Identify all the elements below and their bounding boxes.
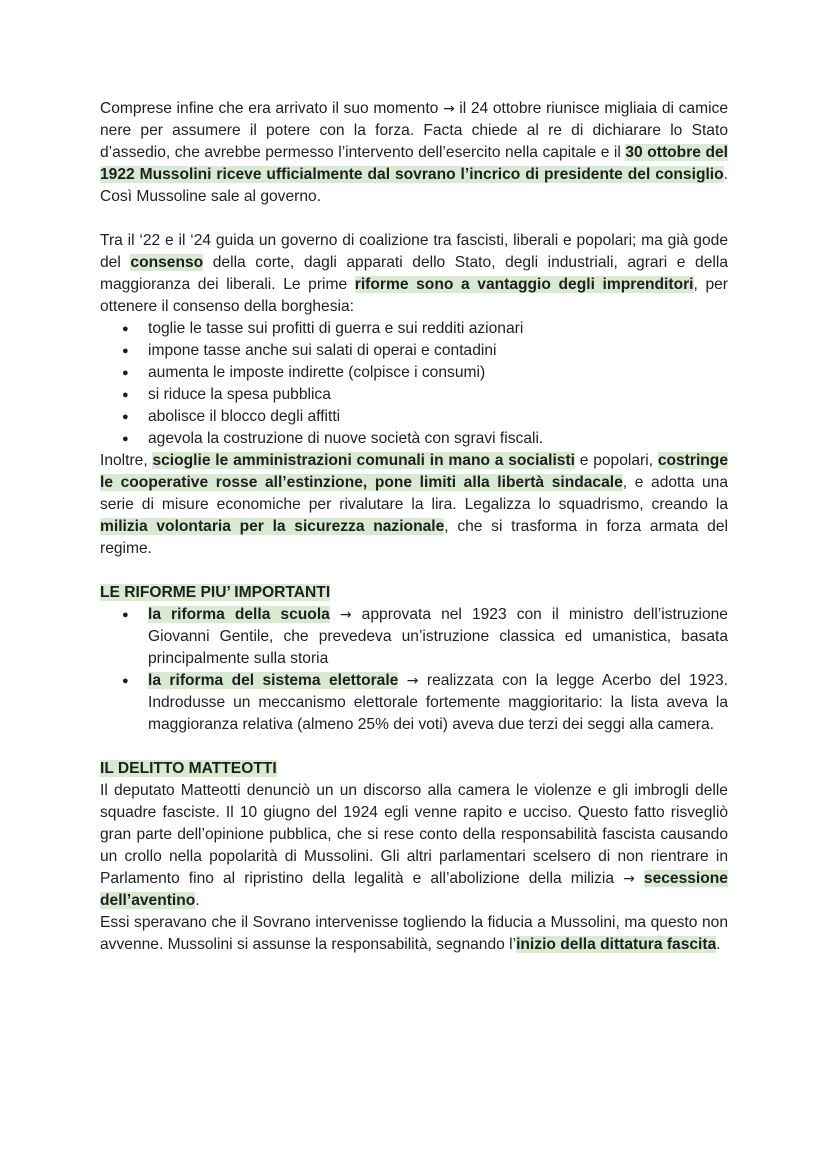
economic-measures-list	[100, 318, 728, 450]
section-heading-riforme: LE RIFORME PIU’ IMPORTANTI	[100, 584, 331, 601]
paragraph-march-on-rome: Comprese infine che era arrivato il suo momento → il 24 ottobre riunisce migliaia di camice nere per assumere il potere con la forza. Facta chiede al re di dichiarare lo Stato d’assedio, che avrebbe permesso l’intervento dell’esercito nella capitale e il 30 ottobre del 1922 Mussolini riceve ufficialmente dal sovrano l’incrico di presidente del consiglio. Così Mussoline sale al governo.	[100, 100, 728, 205]
highlight-costringe: costringe le cooperative rosse all’estinzione, pone limiti alla libertà sindacale	[100, 452, 728, 491]
paragraph-matteotti: Il deputato Matteotti denunciò un un discorso alla camera le violenze e gli imbrogli delle squadre fasciste. Il 10 giugno del 1924 egli venne rapito e ucciso. Questo fatto risvegliò gran parte dell’opinione pubblica, che si rese conto della responsabilità fascista causando un crollo nella popolarità di Mussolini. Gli altri parlamentari scelsero di non rientrare in Parlamento fino al ripristino della legalità e all’abolizione della milizia → secessione dell’aventino.	[100, 782, 728, 909]
list-item: ● la riforma del sistema elettorale → realizzata con la legge Acerbo del 1923. Indrodusse un meccanismo elettorale fortemente maggioritario: la lista aveva la maggioranza relativa (almeno 25% dei voti) aveva due terzi dei seggi alla camera.	[148, 670, 728, 736]
paragraph-coalition-government: Tra il ‘22 e il ‘24 guida un governo di coalizione tra fascisti, liberali e popolari; ma già gode del consenso della corte, dagli apparati dello Stato, degli industriali, agrari e della maggioranza dei liberali. Le prime riforme sono a vantaggio degli imprenditori, per ottenere il consenso della borghesia:	[100, 232, 729, 315]
list-item: ● si riduce la spesa pubblica	[148, 384, 728, 406]
highlight-scioglie: scioglie le amministrazioni comunali in mano a socialisti	[152, 452, 575, 469]
list-item: ● la riforma della scuola → approvata nel 1923 con il ministro dell’istruzione Giovanni Gentile, che prevedeva un’istruzione classica ed umanistica, basata principalmente sulla storia	[148, 604, 728, 670]
highlight-riforme: riforme sono a vantaggio degli imprenditori	[354, 276, 694, 293]
highlight-consenso: consenso	[130, 254, 204, 271]
highlight-appointment: 30 ottobre del 1922 Mussolini riceve ufficialmente dal sovrano l’incrico di presidente del consiglio	[100, 144, 728, 183]
list-item: ● agevola la costruzione di nuove società con sgravi fiscali.	[148, 428, 728, 450]
arrow-icon: →	[623, 871, 635, 887]
highlight-dittatura: inizio della dittatura fascita	[516, 936, 717, 953]
paragraph-inoltre: Inoltre, scioglie le amministrazioni comunali in mano a socialisti e popolari, costringe le cooperative rosse all’estinzione, pone limiti alla libertà sindacale, e adotta una serie di misure economiche per rivalutare la lira. Legalizza lo squadrismo, creando la milizia volontaria per la sicurezza nazionale, che si trasforma in forza armata del regime.	[100, 452, 728, 557]
paragraph-dittatura: Essi speravano che il Sovrano intervenisse togliendo la fiducia a Mussolini, ma questo non avvenne. Mussolini si assunse la responsabilità, segnando l’inizio della dittatura fascita.	[100, 914, 728, 953]
highlight-milizia: milizia volontaria per la sicurezza nazionale	[100, 518, 445, 535]
list-item: ● impone tasse anche sui salati di operai e contadini	[148, 340, 728, 362]
highlight-aventino: secessione dell’aventino	[100, 870, 728, 909]
arrow-icon: →	[406, 673, 419, 689]
list-item: ● toglie le tasse sui profitti di guerra e sui redditi azionari	[148, 318, 728, 340]
document-page	[100, 98, 728, 956]
arrow-icon: →	[339, 607, 352, 623]
list-item: ● aumenta le imposte indirette (colpisce i consumi)	[148, 362, 728, 384]
list-item: ● abolisce il blocco degli affitti	[148, 406, 728, 428]
reforms-list	[100, 604, 728, 736]
arrow-icon: →	[442, 101, 455, 117]
section-heading-matteotti: IL DELITTO MATTEOTTI	[100, 760, 277, 777]
